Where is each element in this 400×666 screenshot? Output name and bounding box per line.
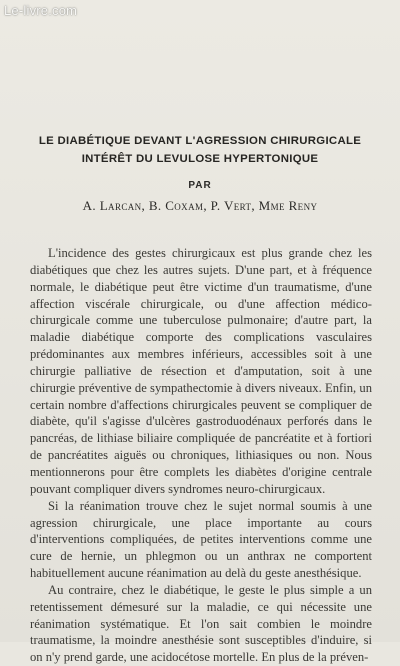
article-title-line-2: INTÉRÊT DU LEVULOSE HYPERTONIQUE (81, 153, 319, 165)
by-label: PAR (188, 180, 212, 191)
paragraph-3: Au contraire, chez le diabétique, le geste le plus simple a un retentissement démesuré sur la maladie, ce qui nécessite une réanimation systématique. Et l'on sait combien le moindre traumatisme, la moindre anesthésie sont susceptibles d'induire, si on n'y prend garde, une acidocétose mortelle. En plus de la préven- (30, 582, 372, 665)
watermark-logo: Le-livre.com (4, 3, 78, 18)
article-body (30, 245, 372, 666)
article-title-line-1: LE DIABÉTIQUE DEVANT L'AGRESSION CHIRURGICALE (38, 135, 362, 147)
paragraph-1: L'incidence des gestes chirurgicaux est plus grande chez les diabétiques que chez les autres sujets. D'une part, et à fréquence normale, le diabétique peut être victime d'un traumatisme, d'une affection viscérale chirurgicale, ou d'une affection médico-chirurgicale comme une tuberculose pulmonaire; d'autre part, la maladie diabétique comporte des complications vasculaires prédominantes aux membres inférieurs, accessibles soit à une chirurgie palliative de résection et d'amputation, soit à une chirurgie préventive de sympathectomie à divers niveaux. Enfin, un certain nombre d'affections chirurgicales peuvent se compliquer de diabète, qu'il s'agisse d'ulcères gastroduodénaux perforés dans le pancréas, de lithiase biliaire compliquée de pancréatite et à fortiori de pancréatites aiguës ou chroniques, lithiasiques ou non. Nous mentionnerons pour être complets les diabètes d'origine centrale pouvant compliquer divers syndromes neuro-chirurgicaux. (30, 246, 372, 496)
authors-line: A. Larcan, B. Coxam, P. Vert, Mme Reny (82, 198, 318, 213)
paragraph-2: Si la réanimation trouve chez le sujet normal soumis à une agression chirurgicale, une place importante au cours d'interventions compliquées, de petites interventions comme une cure de hernie, un phlegmon ou un anthrax ne comportent habituellement aucune réanimation au delà du geste anesthésique. (30, 498, 372, 581)
